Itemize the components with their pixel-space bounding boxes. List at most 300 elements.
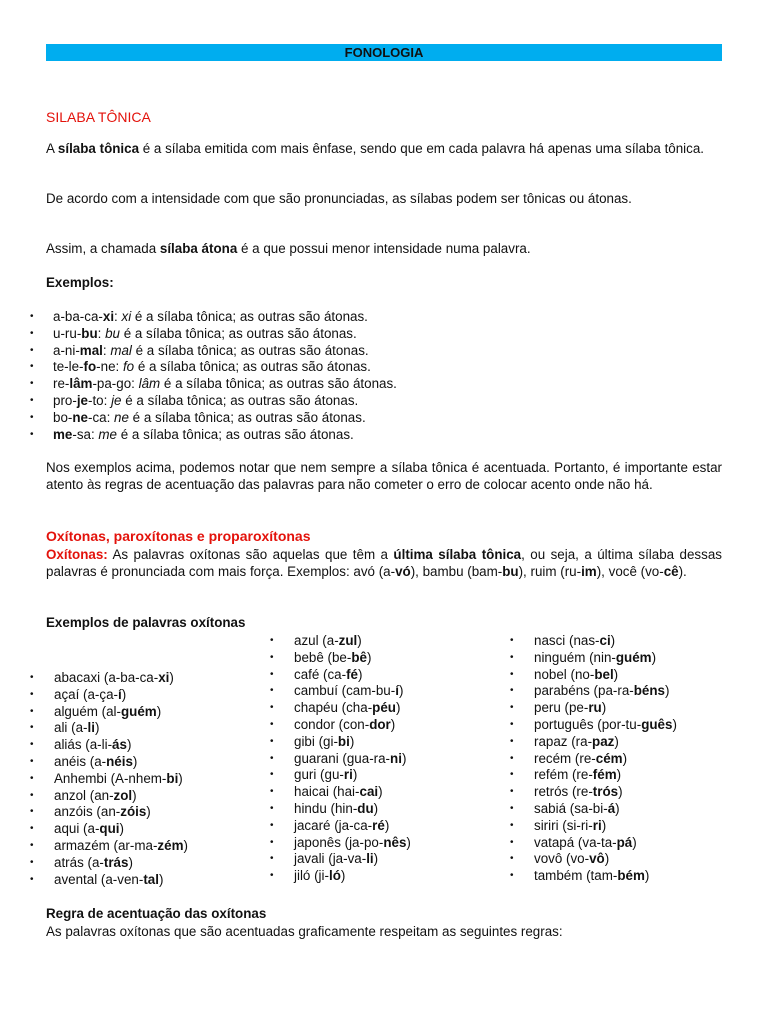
- bullet-icon: •: [30, 411, 34, 423]
- word-text: guarani (gua-ra-: [294, 750, 391, 766]
- bullet-icon: •: [30, 806, 34, 818]
- word-text: ): [651, 649, 657, 665]
- oxitona-word-item: [270, 818, 411, 835]
- word-text: ): [604, 851, 610, 867]
- oxitona-word-item: [510, 868, 677, 885]
- tonic-syllable: du: [357, 800, 374, 816]
- word-text: ): [601, 700, 607, 716]
- text: ), ruim (ru-: [518, 563, 582, 579]
- word-text: ): [126, 737, 132, 753]
- word-text: gibi (gi-: [294, 733, 338, 749]
- word-text: avental (a-ven-: [54, 871, 144, 887]
- oxitona-word-item: [270, 751, 411, 768]
- explanation-text: é a sílaba tônica; as outras são átonas.: [134, 359, 371, 375]
- oxitona-word-item: [270, 868, 411, 885]
- tonic-syllable: dor: [369, 716, 391, 732]
- oxitona-word-item: [270, 734, 411, 751]
- oxitona-word-item: [510, 801, 677, 818]
- tonic-syllable: á: [607, 800, 616, 816]
- bullet-icon: •: [30, 789, 34, 801]
- oxitona-word-item: [30, 670, 188, 687]
- word-text: ): [632, 834, 637, 850]
- bullet-icon: •: [30, 378, 34, 390]
- bullet-icon: •: [270, 668, 274, 680]
- tonic-syllable: je: [76, 392, 88, 408]
- paragraph-regra: As palavras oxítonas que são acentuadas graficamente respeitam as seguintes regras:: [46, 924, 563, 939]
- section-heading-silaba-tonica: SILABA TÔNICA: [46, 109, 151, 125]
- word-text: ): [610, 633, 616, 648]
- word-text: alguém (al-: [54, 703, 121, 719]
- text: ).: [678, 563, 687, 579]
- bullet-icon: •: [30, 311, 34, 322]
- example-item: [30, 359, 397, 376]
- oxitona-word-item: [30, 687, 188, 704]
- word-text: ): [672, 716, 677, 732]
- bullet-icon: •: [270, 702, 274, 714]
- paragraph-observacao: Nos exemplos acima, podemos notar que nem sempre a sílaba tônica é acentuada. Portanto, é importante estar atento às regras de acentuação das palavras para não cometer o erro de colocar acento onde não há.: [46, 460, 722, 492]
- word-text: ): [169, 670, 174, 685]
- oxitona-word-item: [270, 633, 411, 650]
- word-text: ): [146, 804, 151, 820]
- bullet-icon: •: [270, 819, 274, 831]
- bullet-icon: •: [510, 836, 514, 848]
- paragraph-definicao: [46, 141, 722, 158]
- oxitona-word-item: [510, 700, 677, 717]
- text: A: [46, 141, 58, 156]
- example-item: [30, 376, 397, 393]
- paragraph-atona: [46, 241, 722, 258]
- tonic-syllable: mal: [79, 342, 103, 358]
- oxitona-word-item: [270, 717, 411, 734]
- word-text: vatapá (va-ta-: [534, 834, 617, 850]
- syllables-text: :: [102, 342, 111, 358]
- bullet-icon: •: [30, 839, 34, 851]
- bullet-icon: •: [510, 769, 514, 781]
- paragraph-intensidade: De acordo com a intensidade com que são pronunciadas, as sílabas podem ser tônicas ou átonas.: [46, 191, 632, 206]
- word-text: siriri (si-ri-: [534, 817, 593, 833]
- bullet-icon: •: [510, 802, 514, 814]
- word-text: ): [373, 800, 379, 816]
- regra-heading: Regra de acentuação das oxítonas: [46, 906, 267, 921]
- bullet-icon: •: [510, 718, 514, 730]
- text: As palavras oxítonas são aquelas que têm a: [107, 547, 394, 562]
- bullet-icon: •: [510, 752, 514, 764]
- explanation-text: é a sílaba tônica; as outras são átonas.: [120, 325, 357, 341]
- word-text: ): [94, 720, 100, 736]
- word-text: ): [378, 784, 383, 800]
- word-text: nobel (no-: [534, 666, 595, 682]
- tonic-syllable: trós: [592, 784, 619, 800]
- tonic-syllable: xi: [158, 670, 170, 685]
- word-text: ): [406, 834, 411, 850]
- example-item: [30, 410, 397, 427]
- explanation-text: é a sílaba tônica; as outras são átonas.: [160, 376, 397, 392]
- oxitona-word-item: [510, 835, 677, 852]
- word-text: aliás (a-li-: [54, 737, 113, 753]
- word-text: ): [357, 633, 362, 648]
- oxitona-word-item: [30, 855, 188, 872]
- tonic-syllable: í: [395, 683, 399, 699]
- syllables-text: pro-: [53, 392, 77, 408]
- bullet-icon: •: [30, 755, 34, 767]
- oxitona-word-item: [30, 720, 188, 737]
- tonic-syllable: zém: [157, 837, 184, 853]
- oxitona-word-item: [510, 683, 677, 700]
- paragraph-oxitonas-def: [46, 547, 722, 581]
- word-text: haicai (hai-: [294, 784, 360, 800]
- word-text: ): [644, 868, 650, 884]
- word-text: condor (con-: [294, 716, 370, 732]
- syllables-text: -to:: [88, 392, 112, 408]
- tonic-syllable-italic: ne: [114, 409, 129, 425]
- word-text: ): [601, 817, 607, 833]
- syllables-text: -pa-go:: [92, 376, 139, 392]
- bullet-icon: •: [30, 394, 34, 406]
- tonic-syllable: tal: [143, 871, 159, 887]
- word-text: rapaz (ra-: [534, 733, 593, 749]
- tonic-syllable: guém: [120, 703, 157, 719]
- word-text: recém (re-: [534, 750, 596, 766]
- oxitona-word-item: [510, 667, 677, 684]
- tonic-syllable-italic: xi: [121, 309, 132, 324]
- oxitonas-column-3: [510, 633, 677, 885]
- tonic-syllable: cém: [595, 750, 623, 766]
- oxitona-word-item: [30, 821, 188, 838]
- word-text: ): [622, 750, 628, 766]
- bullet-icon: •: [270, 685, 274, 697]
- word-text: retrós (re-: [534, 784, 593, 800]
- word-text: anzol (an-: [54, 787, 114, 803]
- tonic-syllable: ru: [588, 700, 602, 716]
- word-text: ): [395, 700, 401, 716]
- tonic-syllable: pá: [616, 834, 633, 850]
- oxitona-word-item: [30, 754, 188, 771]
- bullet-icon: •: [270, 853, 274, 865]
- word-text: ): [401, 750, 407, 766]
- tonic-syllable: zul: [338, 633, 358, 648]
- explanation-text: é a sílaba tônica; as outras são átonas.: [131, 342, 369, 358]
- bullet-icon: •: [510, 853, 514, 865]
- bullet-icon: •: [510, 819, 514, 831]
- syllables-text: re-: [53, 376, 70, 392]
- tonic-syllable: ne: [72, 409, 88, 425]
- bullet-icon: •: [30, 327, 34, 339]
- word-text: ali (a-: [54, 720, 88, 736]
- oxitona-word-item: [30, 838, 188, 855]
- oxitona-word-item: [270, 784, 411, 801]
- example-item: [30, 309, 397, 326]
- oxitona-word-item: [510, 717, 677, 734]
- tonic-syllable-italic: me: [98, 426, 118, 442]
- examples-list: [30, 309, 397, 443]
- text: ), você (vo-: [596, 563, 664, 579]
- tonic-syllable: bi: [166, 770, 179, 786]
- bullet-icon: •: [30, 823, 34, 835]
- explanation-text: é a sílaba tônica; as outras são átonas.: [117, 426, 354, 442]
- oxitona-word-item: [510, 734, 677, 751]
- word-text: ): [390, 716, 396, 732]
- word-text: ): [358, 666, 363, 682]
- tonic-syllable: fé: [346, 666, 359, 682]
- exemplos-oxitonas-label: Exemplos de palavras oxítonas: [46, 615, 246, 630]
- tonic-syllable: bu: [81, 325, 98, 341]
- tonic-syllable: fo: [83, 359, 97, 375]
- word-text: javali (ja-va-: [294, 851, 367, 867]
- oxitona-word-item: [30, 804, 188, 821]
- tonic-syllable: li: [87, 720, 95, 736]
- syllables-text: :: [114, 309, 122, 324]
- word-text: jacaré (ja-ca-: [294, 817, 373, 833]
- word-text: japonês (ja-po-: [294, 834, 384, 850]
- tonic-syllable: trás: [103, 854, 129, 870]
- word-text: açaí (a-ça-: [54, 686, 118, 702]
- word-text: Anhembi (A-nhem-: [54, 770, 167, 786]
- bullet-icon: •: [30, 428, 34, 440]
- word-text: atrás (a-: [54, 854, 104, 870]
- tonic-syllable: ló: [328, 868, 341, 884]
- syllables-text: -ne:: [96, 359, 123, 375]
- bullet-icon: •: [270, 870, 274, 882]
- word-text: ): [183, 837, 188, 853]
- bullet-icon: •: [510, 735, 514, 747]
- tonic-syllable: ni: [390, 750, 402, 766]
- explanation-text: é a sílaba tônica; as outras são átonas.: [128, 409, 366, 425]
- word-text: ): [349, 733, 355, 749]
- bullet-icon: •: [270, 836, 274, 848]
- bullet-icon: •: [270, 769, 274, 781]
- tonic-syllable: ci: [599, 633, 611, 648]
- word-text: abacaxi (a-ba-ca-: [54, 670, 159, 685]
- word-text: também (tam-: [534, 868, 618, 884]
- bullet-icon: •: [30, 344, 34, 356]
- tonic-syllable: ré: [372, 817, 385, 833]
- syllables-text: -ca:: [88, 409, 115, 425]
- word-text: ): [158, 871, 164, 887]
- bold-syllable: bu: [502, 563, 519, 579]
- word-text: ): [614, 733, 619, 749]
- tonic-syllable: zóis: [120, 804, 147, 820]
- word-text: chapéu (cha-: [294, 700, 373, 716]
- oxitona-word-item: [270, 700, 411, 717]
- oxitona-word-item: [30, 788, 188, 805]
- bullet-icon: •: [30, 873, 34, 885]
- word-text: anzóis (an-: [54, 804, 121, 820]
- bullet-icon: •: [270, 651, 274, 663]
- bullet-icon: •: [30, 722, 34, 734]
- tonic-syllable-italic: lâm: [138, 376, 161, 392]
- word-text: cambuí (cam-bu-: [294, 683, 396, 699]
- oxitona-word-item: [30, 704, 188, 721]
- bullet-icon: •: [30, 705, 34, 717]
- word-text: ): [132, 787, 137, 803]
- oxitona-word-item: [510, 818, 677, 835]
- tonic-syllable: qui: [99, 821, 120, 837]
- word-text: ): [121, 686, 127, 702]
- bullet-icon: •: [510, 870, 514, 882]
- word-text: anéis (a-: [54, 753, 107, 769]
- oxitona-word-item: [510, 767, 677, 784]
- oxitona-word-item: [270, 851, 411, 868]
- text: , ou seja, a última sílaba dessas palavras é pronunciada com mais força. Exemplos: avó (a-: [46, 547, 722, 579]
- tonic-syllable: béns: [633, 683, 666, 699]
- example-item: [30, 427, 397, 444]
- oxitonas-column-2: [270, 633, 411, 885]
- word-text: ): [352, 767, 358, 783]
- bullet-icon: •: [510, 635, 514, 646]
- tonic-syllable: vô: [589, 851, 605, 867]
- bold-syllable: vó: [395, 563, 411, 579]
- word-text: ): [616, 767, 622, 783]
- tonic-syllable: lâm: [69, 376, 93, 392]
- word-text: hindu (hin-: [294, 800, 358, 816]
- word-text: aqui (a-: [54, 821, 100, 837]
- word-text: ): [613, 666, 619, 682]
- oxitona-word-item: [270, 835, 411, 852]
- word-text: sabiá (sa-bi-: [534, 800, 608, 816]
- bullet-icon: •: [270, 752, 274, 764]
- oxitonas-label: Oxítonas:: [46, 547, 108, 562]
- bold-syllable: im: [581, 563, 597, 579]
- tonic-syllable: guês: [641, 716, 673, 732]
- bullet-icon: •: [30, 856, 34, 868]
- oxitona-word-item: [270, 767, 411, 784]
- tonic-syllable-italic: bu: [105, 325, 120, 341]
- oxitona-word-item: [270, 650, 411, 667]
- oxitonas-column-1: [30, 670, 188, 888]
- tonic-syllable: cai: [359, 784, 379, 800]
- word-text: parabéns (pa-ra-: [534, 683, 634, 699]
- syllables-text: a-ni-: [53, 342, 80, 358]
- tonic-syllable: bém: [617, 868, 645, 884]
- bold-term: sílaba átona: [159, 241, 238, 256]
- word-text: ninguém (nin-: [534, 649, 616, 665]
- word-text: armazém (ar-ma-: [54, 837, 158, 853]
- word-text: ): [618, 784, 623, 800]
- oxitona-word-item: [30, 771, 188, 788]
- word-text: ): [665, 683, 670, 699]
- bullet-icon: •: [510, 702, 514, 714]
- syllables-text: te-le-: [53, 359, 84, 375]
- tonic-syllable: guém: [615, 649, 652, 665]
- word-text: refém (re-: [534, 767, 593, 783]
- word-text: bebê (be-: [294, 649, 352, 665]
- word-text: ): [178, 770, 183, 786]
- tonic-syllable-italic: fo: [122, 359, 135, 375]
- word-text: ): [366, 649, 372, 665]
- oxitona-word-item: [30, 872, 188, 889]
- text: ), bambu (bam-: [410, 563, 503, 579]
- example-item: [30, 326, 397, 343]
- word-text: ): [156, 703, 162, 719]
- word-text: ): [398, 683, 404, 699]
- tonic-syllable: bi: [337, 733, 350, 749]
- tonic-syllable: fém: [592, 767, 617, 783]
- bullet-icon: •: [30, 361, 34, 373]
- section-heading-oxitonas: Oxítonas, paroxítonas e proparoxítonas: [46, 528, 311, 544]
- explanation-text: é a sílaba tônica; as outras são átonas.: [121, 392, 359, 408]
- tonic-syllable: xi: [102, 309, 115, 324]
- syllables-text: u-ru-: [53, 325, 82, 341]
- bullet-icon: •: [30, 672, 34, 683]
- tonic-syllable: li: [366, 851, 374, 867]
- word-text: ): [340, 868, 346, 884]
- word-text: ): [119, 821, 124, 837]
- word-text: peru (pe-: [534, 700, 589, 716]
- text: é a que possui menor intensidade numa palavra.: [237, 241, 531, 256]
- oxitona-word-item: [30, 737, 188, 754]
- bullet-icon: •: [30, 772, 34, 784]
- bullet-icon: •: [270, 635, 274, 646]
- bullet-icon: •: [510, 786, 514, 798]
- word-text: ): [384, 817, 390, 833]
- bullet-icon: •: [270, 718, 274, 730]
- word-text: ): [373, 851, 379, 867]
- word-text: vovô (vo-: [534, 851, 590, 867]
- bullet-icon: •: [30, 688, 34, 700]
- syllables-text: :: [97, 325, 106, 341]
- exemplos-label: Exemplos:: [46, 275, 114, 290]
- tonic-syllable: paz: [592, 733, 615, 749]
- text: Assim, a chamada: [46, 241, 160, 256]
- tonic-syllable: ás: [112, 737, 127, 753]
- tonic-syllable: bê: [351, 649, 367, 665]
- tonic-syllable-italic: mal: [110, 342, 132, 358]
- word-text: ): [128, 854, 133, 870]
- bullet-icon: •: [510, 651, 514, 663]
- tonic-syllable: ri: [592, 817, 602, 833]
- tonic-syllable: í: [118, 686, 122, 702]
- word-text: ): [615, 800, 620, 816]
- word-text: azul (a-: [294, 633, 339, 648]
- word-text: português (por-tu-: [534, 716, 642, 732]
- bold-term: última sílaba tônica: [393, 547, 522, 562]
- oxitona-word-item: [510, 751, 677, 768]
- bullet-icon: •: [270, 786, 274, 798]
- tonic-syllable: néis: [106, 753, 133, 769]
- syllables-text: bo-: [53, 409, 73, 425]
- bold-syllable: cê: [663, 563, 679, 579]
- example-item: [30, 393, 397, 410]
- bullet-icon: •: [510, 685, 514, 697]
- tonic-syllable-italic: je: [111, 392, 122, 408]
- explanation-text: é a sílaba tônica; as outras são átonas.: [131, 309, 368, 324]
- bold-term: sílaba tônica: [57, 141, 140, 156]
- bullet-icon: •: [510, 668, 514, 680]
- oxitona-word-item: [510, 633, 677, 650]
- word-text: ): [132, 753, 138, 769]
- word-text: café (ca-: [294, 666, 347, 682]
- bullet-icon: •: [270, 735, 274, 747]
- example-item: [30, 343, 397, 360]
- oxitona-word-item: [270, 683, 411, 700]
- syllables-text: -sa:: [72, 426, 99, 442]
- tonic-syllable: ri: [343, 767, 353, 783]
- bullet-icon: •: [30, 739, 34, 751]
- title-banner: FONOLOGIA: [46, 44, 722, 61]
- syllables-text: a-ba-ca-: [53, 309, 103, 324]
- tonic-syllable: zol: [113, 787, 133, 803]
- tonic-syllable: péu: [372, 700, 396, 716]
- tonic-syllable: bel: [594, 666, 614, 682]
- bullet-icon: •: [270, 802, 274, 814]
- oxitona-word-item: [270, 801, 411, 818]
- oxitona-word-item: [510, 784, 677, 801]
- word-text: guri (gu-: [294, 767, 344, 783]
- word-text: nasci (nas-: [534, 633, 600, 648]
- tonic-syllable: nês: [383, 834, 407, 850]
- text: é a sílaba emitida com mais ênfase, sendo que em cada palavra há apenas uma sílaba tônica.: [139, 141, 705, 156]
- tonic-syllable: me: [53, 426, 73, 442]
